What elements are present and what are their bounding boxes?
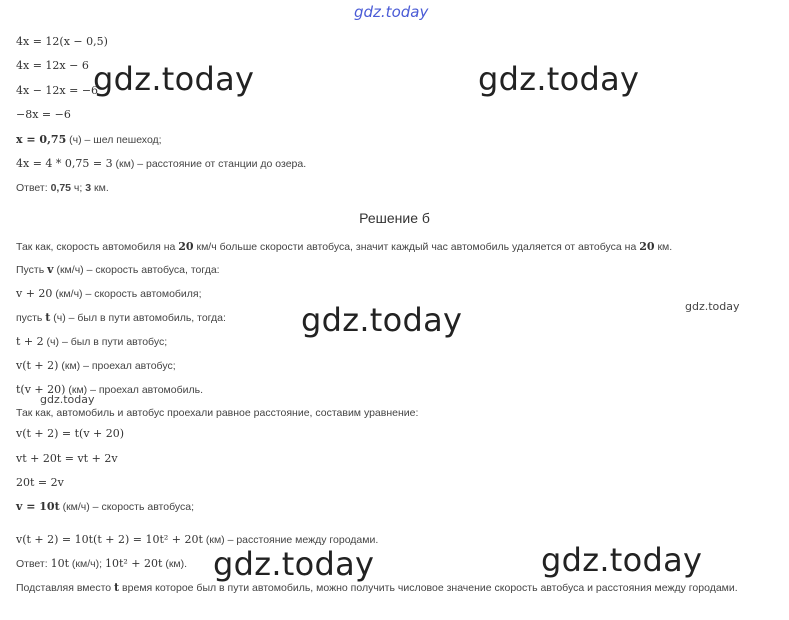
variable: t (45, 311, 51, 324)
text: км. (654, 241, 673, 253)
solution-line (16, 84, 98, 98)
explanation-text: (км) – расстояние между городами. (202, 534, 379, 546)
number: 20 (178, 240, 194, 253)
solution-line (16, 35, 108, 49)
watermark-top: gdz.today (354, 3, 429, 21)
answer-line-a (16, 181, 109, 195)
watermark-large-1: gdz.today (93, 60, 255, 98)
equation: 4x = 4 * 0,75 = 3 (16, 157, 113, 170)
watermark-large-4: gdz.today (213, 545, 375, 583)
text: км/ч больше скорости автобуса, значит каждый час автомобиль удаляется от автобуса на (193, 241, 640, 253)
explanation-text: (км/ч) – скорость автобуса; (59, 501, 195, 513)
equation: vt + 20t = vt + 2v (16, 452, 118, 465)
answer-label: Ответ: (16, 182, 51, 194)
solution-line (16, 287, 202, 301)
answer-value: 3 (85, 182, 92, 194)
equation: 20t = 2v (16, 476, 64, 489)
section-heading: Решение б (359, 210, 430, 226)
text: Подставляя вместо (16, 582, 115, 594)
watermark-large-3: gdz.today (301, 301, 463, 339)
equation: v(t + 2) = t(v + 20) (16, 427, 125, 440)
explanation-text: (ч) – шел пешеход; (66, 134, 162, 146)
solution-line (16, 263, 220, 277)
answer-value: 10t (50, 557, 69, 570)
equation: t(v + 20) (16, 383, 66, 396)
text: пусть (16, 312, 46, 324)
answer-unit: км. (91, 182, 109, 194)
text: (ч) – был в пути автомобиль, тогда: (50, 312, 226, 324)
solution-line (16, 581, 738, 595)
watermark-large-5: gdz.today (541, 541, 703, 579)
number: 20 (639, 240, 655, 253)
solution-line (16, 476, 64, 490)
watermark-large-2: gdz.today (478, 60, 640, 98)
equation: x = 0,75 (16, 133, 67, 146)
text: Пусть (16, 264, 48, 276)
equation: v(t + 2) = 10t(t + 2) = 10t² + 20t (16, 533, 203, 546)
solution-line (16, 533, 378, 547)
solution-line (16, 383, 203, 397)
solution-line (16, 59, 89, 73)
text: (км/ч) – скорость автобуса, тогда: (53, 264, 220, 276)
explanation-text: (км) – расстояние от станции до озера. (112, 158, 307, 170)
equation: −8x = −6 (16, 108, 71, 121)
solution-line (16, 452, 118, 466)
solution-line (16, 359, 176, 373)
answer-unit: (км/ч); (69, 558, 105, 570)
answer-value: 10t² + 20t (104, 557, 163, 570)
watermark-small-1: gdz.today (685, 300, 740, 313)
solution-line (16, 406, 418, 420)
explanation-text: (ч) – был в пути автобус; (43, 336, 168, 348)
answer-label: Ответ: (16, 558, 51, 570)
text: Так как, скорость автомобиля на (16, 241, 179, 253)
answer-unit: ч; (71, 182, 86, 194)
equation: v(t + 2) (16, 359, 59, 372)
watermark-small-2: gdz.today (40, 393, 95, 406)
equation: v = 10t (16, 500, 60, 513)
answer-value: 0,75 (50, 182, 72, 194)
solution-line (16, 311, 226, 325)
solution-line (16, 133, 162, 147)
variable: v (47, 263, 54, 276)
equation: v + 20 (16, 287, 53, 300)
variable: t (114, 581, 120, 594)
explanation-text: (км/ч) – скорость автомобиля; (52, 288, 202, 300)
answer-unit: (км). (162, 558, 188, 570)
text: время которое был в пути автомобиль, можно получить числовое значение скорость автобуса и расстояния между городами. (119, 582, 738, 594)
solution-line (16, 335, 167, 349)
equation: 4x = 12x − 6 (16, 59, 89, 72)
answer-line-b (16, 557, 187, 571)
text: Так как, автомобиль и автобус проехали равное расстояние, составим уравнение: (16, 407, 419, 419)
equation: 4x − 12x = −6 (16, 84, 99, 97)
solution-line (16, 157, 306, 171)
solution-line (16, 427, 124, 441)
solution-line (16, 108, 71, 122)
solution-line (16, 500, 194, 514)
explanation-text: (км) – проехал автобус; (58, 360, 176, 372)
equation: t + 2 (16, 335, 44, 348)
solution-line (16, 240, 672, 254)
equation: 4x = 12(x − 0,5) (16, 35, 108, 48)
explanation-text: (км) – проехал автомобиль. (65, 384, 203, 396)
